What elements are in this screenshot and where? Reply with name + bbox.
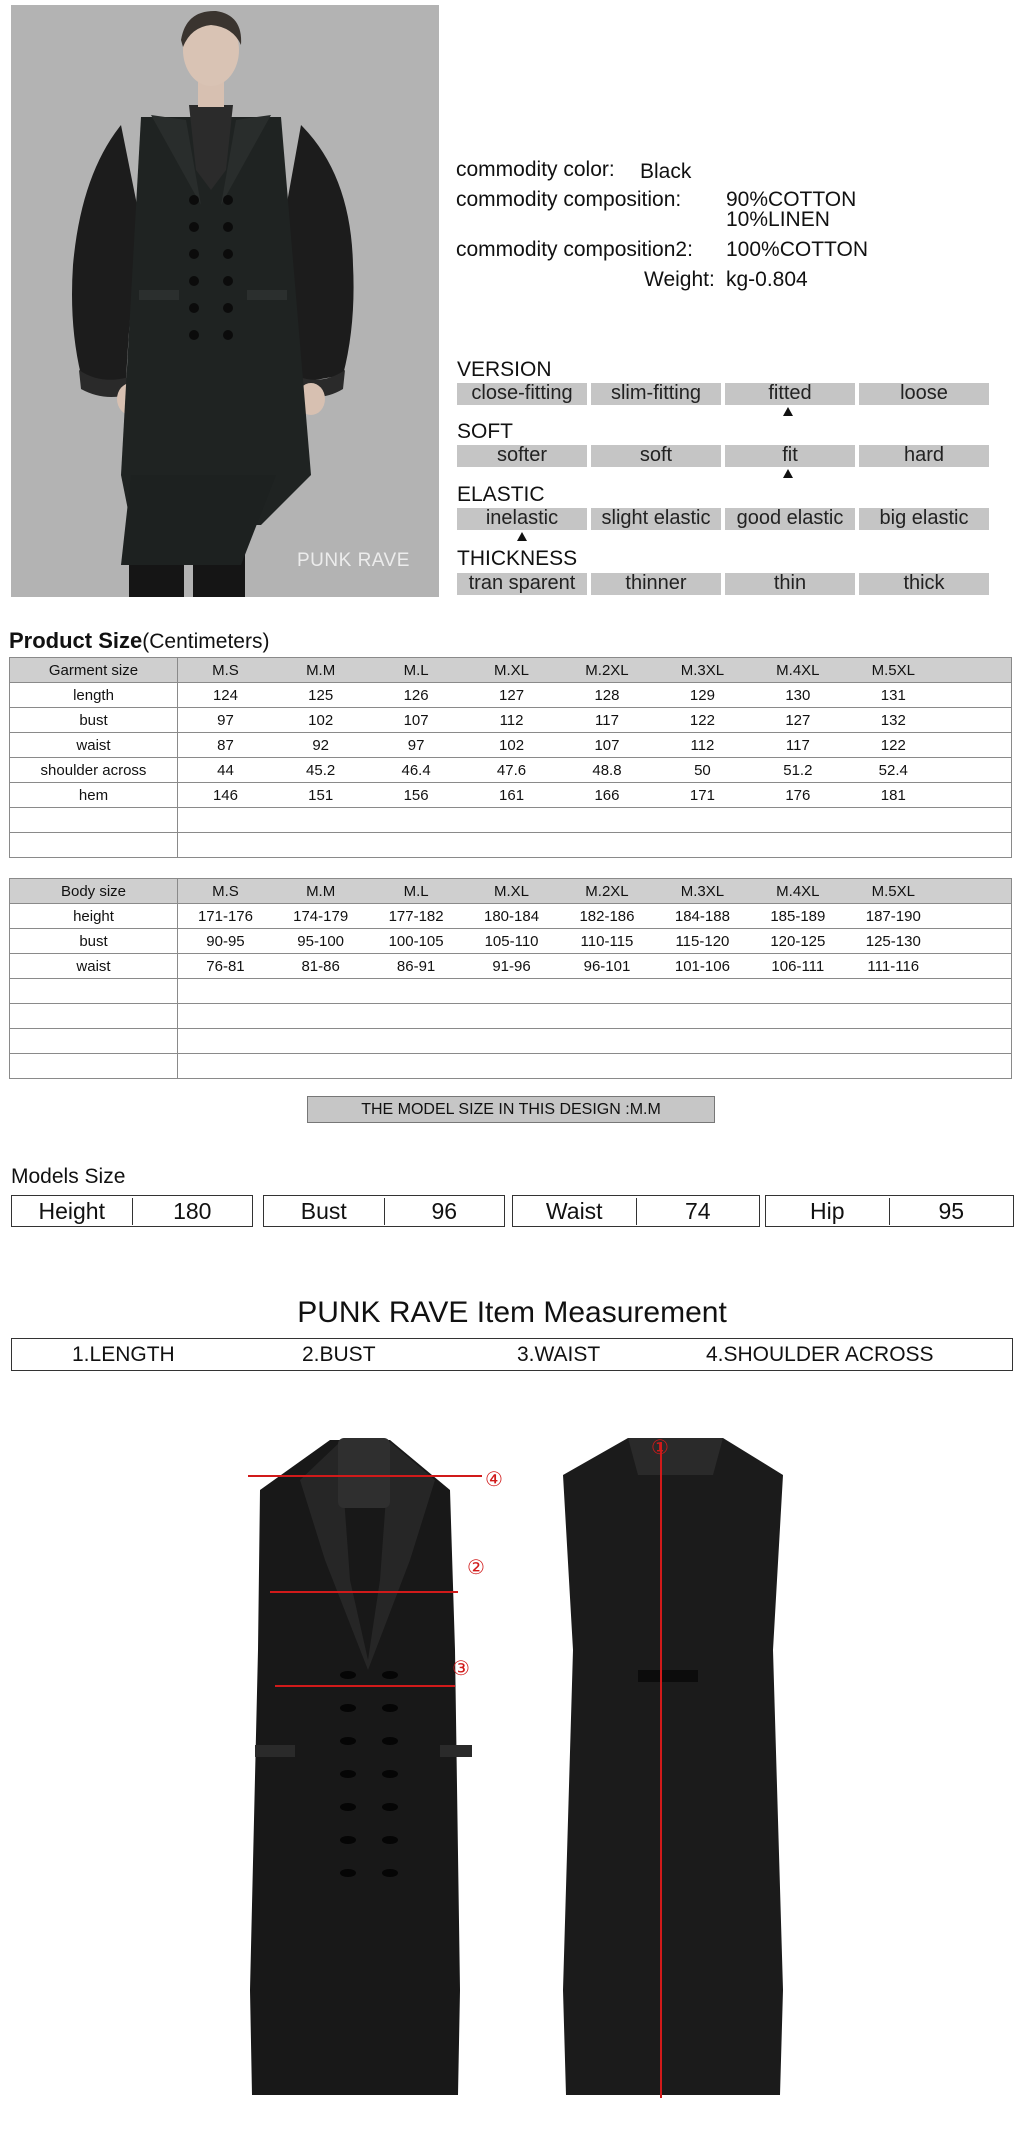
- height-label: Height: [12, 1198, 133, 1225]
- table-header-cell: M.5XL: [846, 879, 941, 904]
- table-cell: [178, 1029, 1012, 1054]
- soft-marker-icon: [783, 469, 793, 478]
- table-cell: [178, 1004, 1012, 1029]
- table-cell: 112: [464, 708, 559, 733]
- table-header-cell: Body size: [10, 879, 178, 904]
- measurement-item-shoulder: 4.SHOULDER ACROSS: [706, 1343, 934, 1366]
- soft-option: fit: [725, 445, 855, 467]
- table-row-empty: [10, 1054, 1012, 1079]
- soft-title: SOFT: [457, 420, 513, 443]
- table-cell: 187-190: [846, 904, 941, 929]
- table-row: [10, 783, 1012, 808]
- table-cell: 161: [464, 783, 559, 808]
- table-cell: 107: [368, 708, 463, 733]
- marker-4-icon: ④: [485, 1469, 503, 1491]
- table-cell: bust: [10, 929, 178, 954]
- table-cell: [941, 708, 1012, 733]
- elastic-option: good elastic: [725, 508, 855, 530]
- table-row: [10, 904, 1012, 929]
- table-cell: 131: [846, 683, 941, 708]
- table-cell: [10, 1029, 178, 1054]
- table-cell: 107: [559, 733, 654, 758]
- composition-value-1: 90%COTTON: [726, 188, 857, 211]
- table-cell: 177-182: [368, 904, 463, 929]
- elastic-option: inelastic: [457, 508, 587, 530]
- thickness-option: thin: [725, 573, 855, 595]
- table-header-cell: M.2XL: [559, 879, 654, 904]
- table-header-cell: [941, 658, 1012, 683]
- table-cell: 90-95: [178, 929, 273, 954]
- table-cell: 181: [846, 783, 941, 808]
- table-cell: 45.2: [273, 758, 368, 783]
- table-cell: 117: [559, 708, 654, 733]
- table-header-cell: M.XL: [464, 879, 559, 904]
- table-header-cell: M.M: [273, 658, 368, 683]
- table-header-cell: M.L: [368, 658, 463, 683]
- table-header-cell: M.S: [178, 658, 273, 683]
- table-row: [10, 683, 1012, 708]
- table-header-row: [10, 879, 1012, 904]
- table-cell: 166: [559, 783, 654, 808]
- table-cell: [178, 1054, 1012, 1079]
- composition-value-2: 10%LINEN: [726, 208, 830, 231]
- table-cell: 146: [178, 783, 273, 808]
- color-label: commodity color:: [456, 158, 615, 181]
- version-option: close-fitting: [457, 383, 587, 405]
- model-illustration: [11, 5, 439, 597]
- elastic-title: ELASTIC: [457, 483, 545, 506]
- elastic-marker-icon: [517, 532, 527, 541]
- table-cell: 185-189: [750, 904, 845, 929]
- table-cell: waist: [10, 733, 178, 758]
- table-cell: 102: [464, 733, 559, 758]
- table-header-cell: M.3XL: [655, 658, 750, 683]
- table-row: [10, 929, 1012, 954]
- table-header-cell: M.M: [273, 879, 368, 904]
- table-cell: [941, 758, 1012, 783]
- table-header-cell: [941, 879, 1012, 904]
- table-cell: 174-179: [273, 904, 368, 929]
- table-cell: 130: [750, 683, 845, 708]
- table-cell: 127: [464, 683, 559, 708]
- table-cell: [178, 808, 1012, 833]
- table-cell: 105-110: [464, 929, 559, 954]
- product-size-title: [9, 628, 269, 654]
- table-cell: 97: [178, 708, 273, 733]
- table-header-cell: M.L: [368, 879, 463, 904]
- thickness-option: tran sparent: [457, 573, 587, 595]
- table-cell: 122: [846, 733, 941, 758]
- table-cell: [10, 1054, 178, 1079]
- table-cell: 115-120: [655, 929, 750, 954]
- table-row-empty: [10, 833, 1012, 858]
- table-header-cell: M.4XL: [750, 658, 845, 683]
- table-row-empty: [10, 808, 1012, 833]
- composition2-value: 100%COTTON: [726, 238, 868, 261]
- measurement-title: PUNK RAVE Item Measurement: [297, 1296, 727, 1329]
- table-cell: 52.4: [846, 758, 941, 783]
- table-cell: [941, 783, 1012, 808]
- table-row-empty: [10, 1029, 1012, 1054]
- marker-1-icon: ①: [651, 1437, 669, 1459]
- thickness-title: THICKNESS: [457, 547, 578, 570]
- table-row: [10, 758, 1012, 783]
- table-cell: 46.4: [368, 758, 463, 783]
- watermark-text: PUNK RAVE: [297, 550, 410, 571]
- table-cell: 156: [368, 783, 463, 808]
- table-cell: 44: [178, 758, 273, 783]
- table-cell: [10, 833, 178, 858]
- table-row: [10, 733, 1012, 758]
- table-cell: 129: [655, 683, 750, 708]
- table-cell: hem: [10, 783, 178, 808]
- table-cell: 128: [559, 683, 654, 708]
- table-cell: 124: [178, 683, 273, 708]
- soft-option: softer: [457, 445, 587, 467]
- table-cell: 92: [273, 733, 368, 758]
- soft-option: hard: [859, 445, 989, 467]
- table-header-cell: M.S: [178, 879, 273, 904]
- measurement-item-waist: 3.WAIST: [517, 1343, 601, 1366]
- table-cell: [178, 833, 1012, 858]
- table-cell: 122: [655, 708, 750, 733]
- models-height-box: [11, 1195, 253, 1227]
- table-header-cell: Garment size: [10, 658, 178, 683]
- table-cell: shoulder across: [10, 758, 178, 783]
- models-hip-box: [765, 1195, 1014, 1227]
- table-cell: 87: [178, 733, 273, 758]
- waist-label: Waist: [513, 1198, 637, 1225]
- version-option: fitted: [725, 383, 855, 405]
- height-value: 180: [173, 1197, 212, 1224]
- composition-label: commodity composition:: [456, 188, 682, 211]
- table-cell: 47.6: [464, 758, 559, 783]
- table-cell: 171: [655, 783, 750, 808]
- table-header-cell: M.5XL: [846, 658, 941, 683]
- version-marker-icon: [783, 407, 793, 416]
- table-cell: 91-96: [464, 954, 559, 979]
- table-cell: [10, 808, 178, 833]
- table-cell: height: [10, 904, 178, 929]
- table-cell: 106-111: [750, 954, 845, 979]
- thickness-scale: [457, 573, 989, 595]
- vest-back-diagram: [548, 1430, 798, 2110]
- models-bust-box: [263, 1195, 505, 1227]
- composition-value: [726, 190, 856, 230]
- soft-scale: [457, 445, 989, 467]
- elastic-scale: [457, 508, 989, 530]
- table-cell: waist: [10, 954, 178, 979]
- hip-label: Hip: [766, 1198, 890, 1225]
- table-cell: 48.8: [559, 758, 654, 783]
- table-cell: 97: [368, 733, 463, 758]
- table-cell: 76-81: [178, 954, 273, 979]
- table-cell: 120-125: [750, 929, 845, 954]
- table-cell: 102: [273, 708, 368, 733]
- table-cell: 132: [846, 708, 941, 733]
- waist-value: 74: [684, 1197, 711, 1224]
- model-size-note: THE MODEL SIZE IN THIS DESIGN :M.M: [307, 1096, 715, 1123]
- table-cell: 50: [655, 758, 750, 783]
- table-cell: 127: [750, 708, 845, 733]
- table-cell: length: [10, 683, 178, 708]
- bust-label: Bust: [264, 1198, 385, 1225]
- table-cell: [941, 683, 1012, 708]
- elastic-option: slight elastic: [591, 508, 721, 530]
- table-header-row: [10, 658, 1012, 683]
- body-size-table: [9, 878, 1012, 1079]
- soft-option: soft: [591, 445, 721, 467]
- table-row-empty: [10, 979, 1012, 1004]
- product-size-label: Product Size: [9, 628, 143, 653]
- table-cell: 180-184: [464, 904, 559, 929]
- vest-front-diagram: [240, 1430, 500, 2110]
- table-cell: 110-115: [559, 929, 654, 954]
- table-row-empty: [10, 1004, 1012, 1029]
- vest-front-illustration: [240, 1430, 500, 2110]
- table-cell: [10, 979, 178, 1004]
- table-cell: 176: [750, 783, 845, 808]
- elastic-option: big elastic: [859, 508, 989, 530]
- table-header-cell: M.3XL: [655, 879, 750, 904]
- version-option: loose: [859, 383, 989, 405]
- table-cell: [941, 904, 1012, 929]
- table-cell: 101-106: [655, 954, 750, 979]
- models-size-title: Models Size: [11, 1165, 126, 1188]
- measurement-legend: [11, 1338, 1013, 1371]
- garment-size-table: [9, 657, 1012, 858]
- thickness-option: thick: [859, 573, 989, 595]
- table-header-cell: M.4XL: [750, 879, 845, 904]
- color-value: Black: [640, 160, 692, 183]
- table-cell: [178, 979, 1012, 1004]
- table-row: [10, 954, 1012, 979]
- table-cell: [10, 1004, 178, 1029]
- table-cell: bust: [10, 708, 178, 733]
- product-photo: [11, 5, 439, 597]
- table-cell: 81-86: [273, 954, 368, 979]
- hip-value: 95: [938, 1197, 965, 1224]
- table-cell: 112: [655, 733, 750, 758]
- table-header-cell: M.2XL: [559, 658, 654, 683]
- table-cell: 125-130: [846, 929, 941, 954]
- product-size-unit: (Centimeters): [142, 630, 270, 653]
- table-cell: 111-116: [846, 954, 941, 979]
- thickness-option: thinner: [591, 573, 721, 595]
- vest-back-illustration: [548, 1430, 798, 2110]
- marker-3-icon: ③: [452, 1658, 470, 1680]
- table-header-cell: M.XL: [464, 658, 559, 683]
- table-cell: [941, 733, 1012, 758]
- table-cell: 184-188: [655, 904, 750, 929]
- table-row: [10, 708, 1012, 733]
- table-cell: 182-186: [559, 904, 654, 929]
- table-cell: 86-91: [368, 954, 463, 979]
- marker-2-icon: ②: [467, 1557, 485, 1579]
- weight-value: kg-0.804: [726, 268, 808, 291]
- composition2-label: commodity composition2:: [456, 238, 693, 261]
- weight-label: Weight:: [644, 268, 715, 291]
- version-option: slim-fitting: [591, 383, 721, 405]
- table-cell: 125: [273, 683, 368, 708]
- table-cell: 126: [368, 683, 463, 708]
- table-cell: 151: [273, 783, 368, 808]
- table-cell: 96-101: [559, 954, 654, 979]
- table-cell: 51.2: [750, 758, 845, 783]
- table-cell: [941, 929, 1012, 954]
- version-title: VERSION: [457, 358, 552, 381]
- measurement-item-length: 1.LENGTH: [72, 1343, 175, 1366]
- table-cell: 171-176: [178, 904, 273, 929]
- table-cell: 100-105: [368, 929, 463, 954]
- version-scale: [457, 383, 989, 405]
- models-waist-box: [512, 1195, 760, 1227]
- bust-value: 96: [431, 1197, 458, 1224]
- table-cell: [941, 954, 1012, 979]
- table-cell: 117: [750, 733, 845, 758]
- table-cell: 95-100: [273, 929, 368, 954]
- measurement-item-bust: 2.BUST: [302, 1343, 376, 1366]
